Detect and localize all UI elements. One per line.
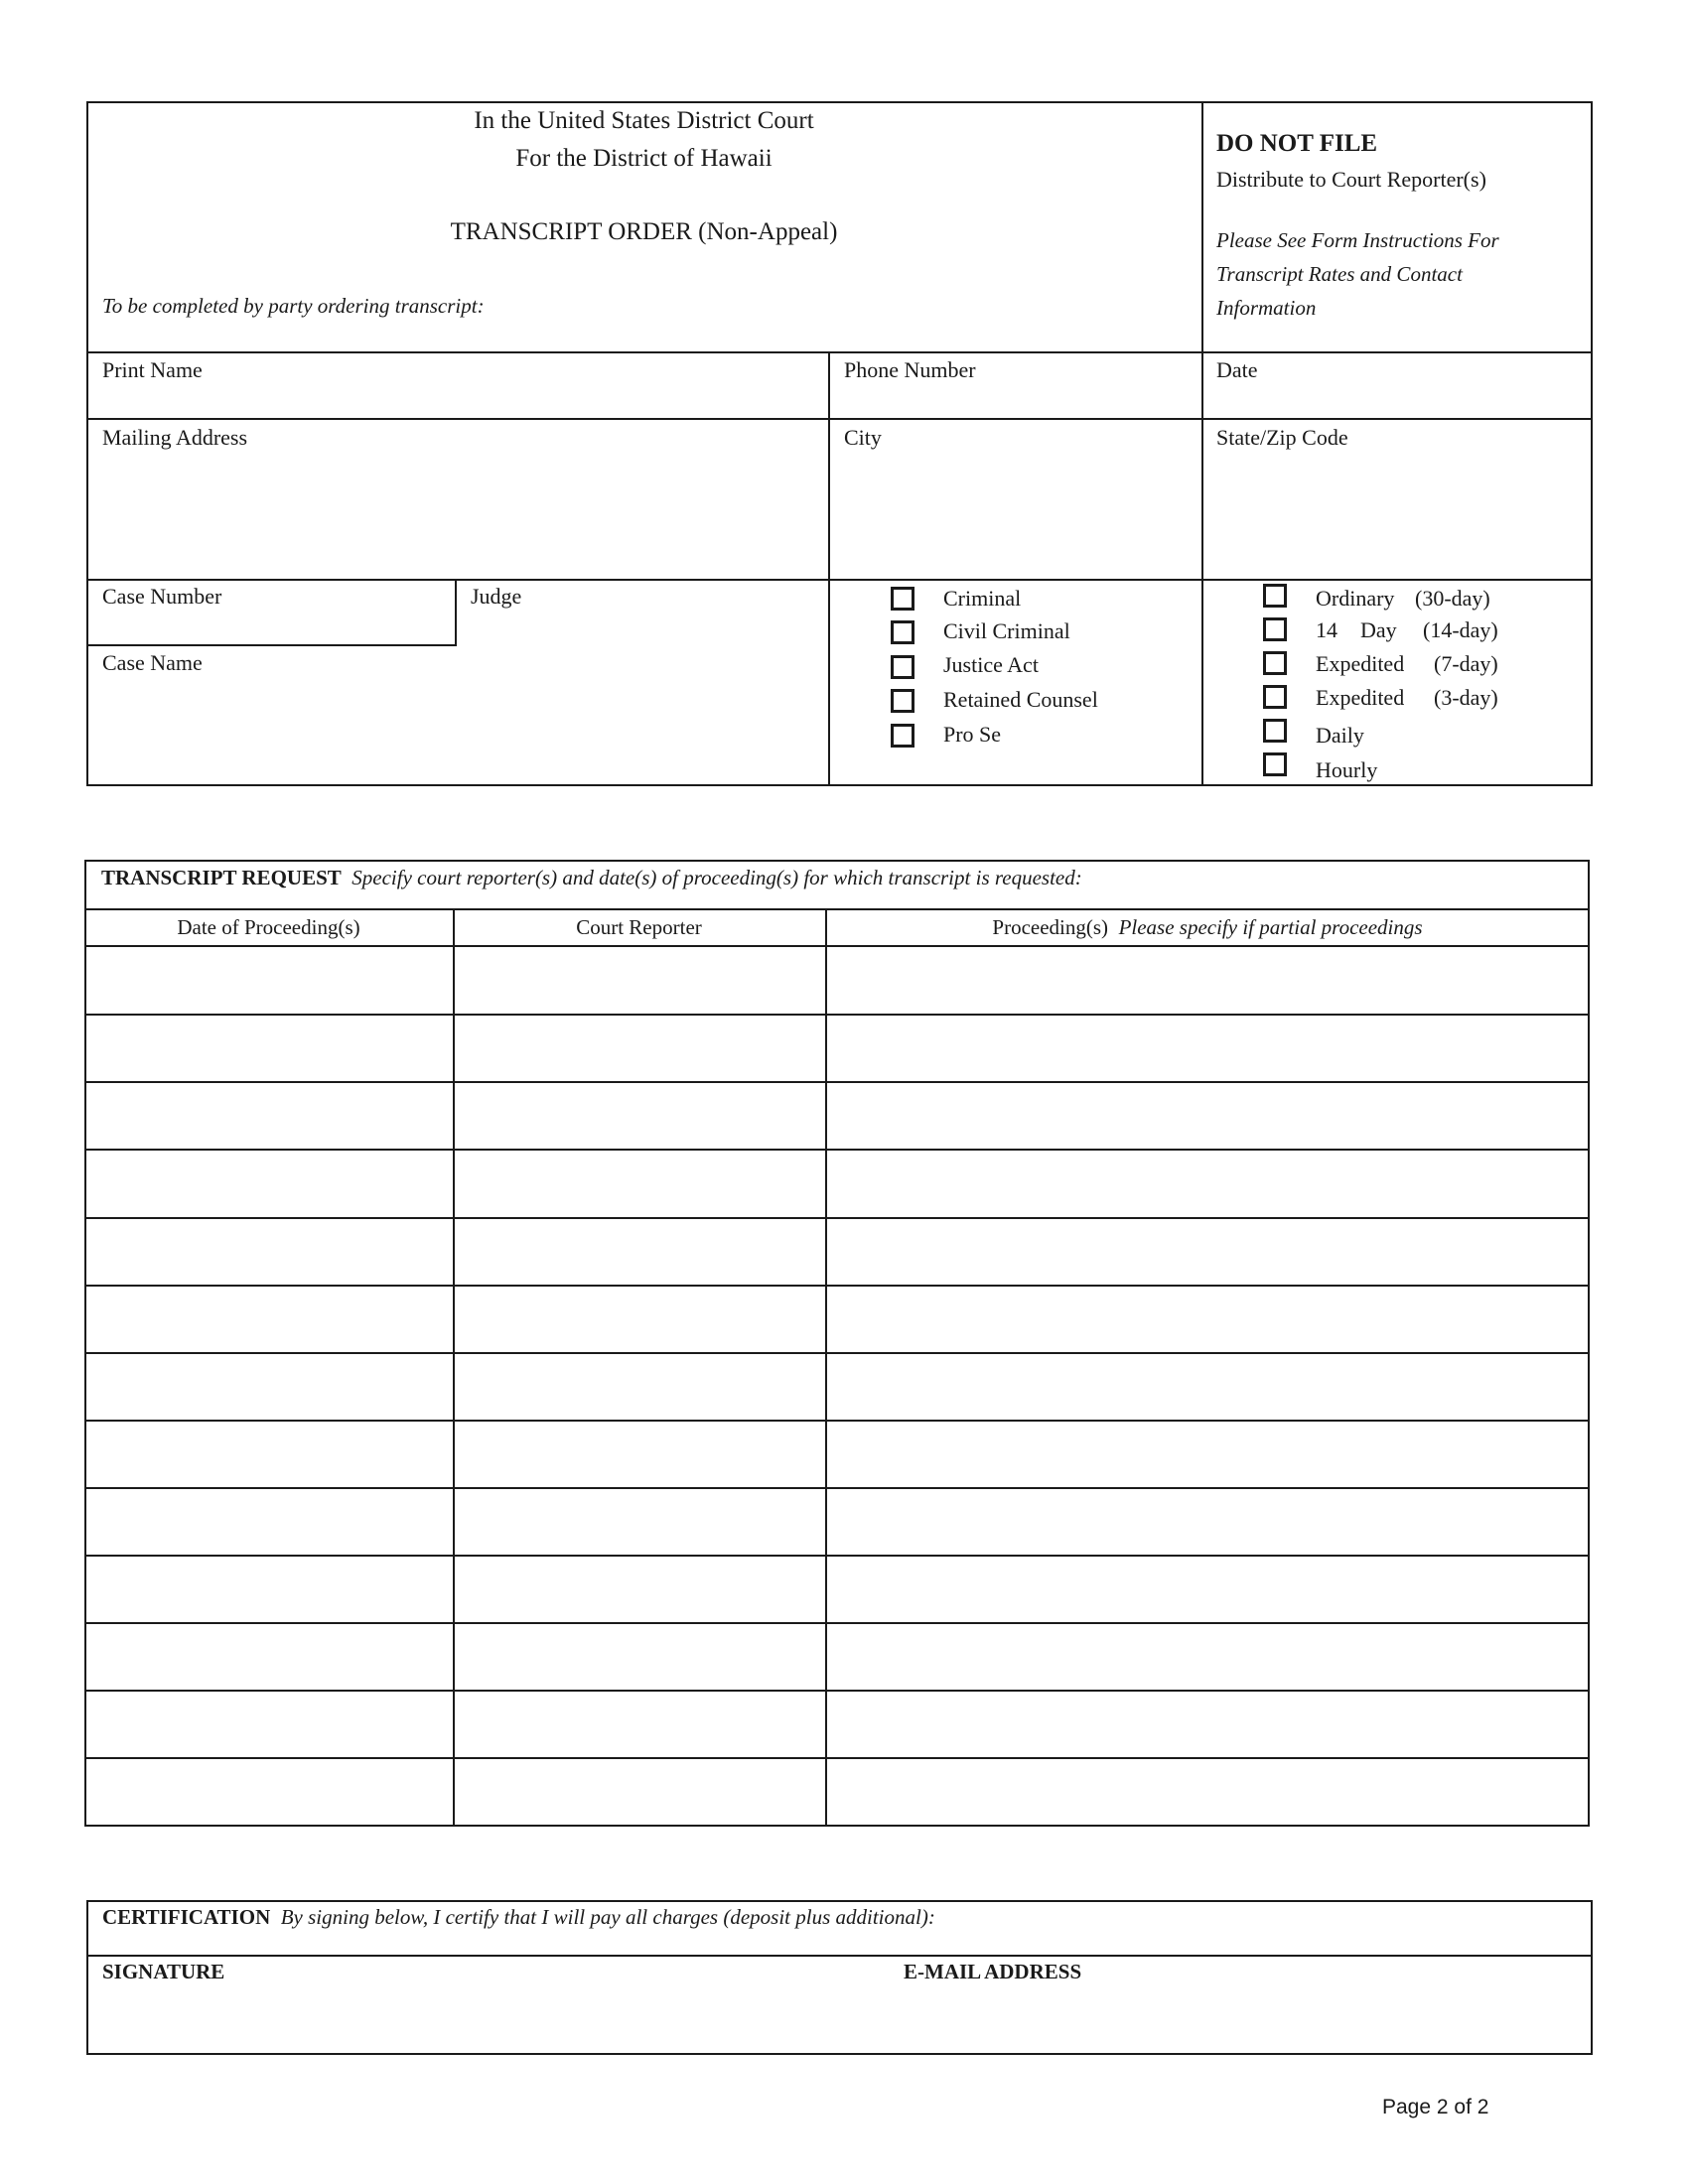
instructions-line2: Transcript Rates and Contact — [1216, 262, 1463, 286]
case-number-bottom-line — [86, 644, 457, 646]
name-row-bottom-line — [86, 418, 1593, 420]
transcript-request-heading — [101, 866, 1082, 890]
certification-line — [86, 1955, 1593, 1957]
checkbox-expedited-7[interactable] — [1263, 651, 1287, 675]
option-ordinary-period: (30-day) — [1415, 586, 1490, 611]
city-field[interactable]: City — [844, 425, 882, 450]
table-row[interactable] — [86, 1287, 1588, 1351]
col-header-proceeding-note: Please specify if partial proceedings — [1118, 915, 1423, 939]
case-name-field[interactable]: Case Name — [102, 650, 203, 675]
instructions-line1: Please See Form Instructions For — [1216, 228, 1499, 252]
table-row[interactable] — [86, 1219, 1588, 1284]
table-row[interactable] — [86, 1489, 1588, 1554]
table-row[interactable] — [86, 1016, 1588, 1080]
case-number-divider — [455, 579, 457, 645]
checkbox-daily[interactable] — [1263, 719, 1287, 743]
header-bottom-line — [86, 351, 1593, 353]
checkbox-expedited-3[interactable] — [1263, 685, 1287, 709]
option-expedited-3: Expedited — [1316, 685, 1405, 710]
state-zip-field[interactable]: State/Zip Code — [1216, 425, 1348, 450]
checkbox-hourly[interactable] — [1263, 752, 1287, 776]
checkbox-retained-counsel[interactable] — [891, 689, 914, 713]
address-row-bottom-line — [86, 579, 1593, 581]
transcript-request-title: TRANSCRIPT REQUEST — [101, 866, 342, 889]
col-header-proceeding — [825, 915, 1590, 940]
option-ordinary: Ordinary — [1316, 586, 1395, 611]
checkbox-ordinary[interactable] — [1263, 584, 1287, 608]
checkbox-justice-act[interactable] — [891, 655, 914, 679]
distribute-note: Distribute to Court Reporter(s) — [1216, 167, 1486, 192]
completed-by-note: To be completed by party ordering transcript: — [102, 294, 485, 318]
option-14-day: 14 — [1316, 617, 1337, 642]
option-daily: Daily — [1316, 723, 1364, 748]
col-header-proceeding-label: Proceeding(s) — [992, 915, 1109, 939]
table-row[interactable] — [86, 1151, 1588, 1216]
instructions-line3: Information — [1216, 296, 1317, 320]
page-number: Page 2 of 2 — [1382, 2096, 1489, 2118]
phone-number-field[interactable]: Phone Number — [844, 357, 976, 382]
table-row[interactable] — [86, 1422, 1588, 1486]
table-row[interactable] — [86, 1624, 1588, 1689]
checkbox-14-day[interactable] — [1263, 617, 1287, 641]
transcript-request-instruction: Specify court reporter(s) and date(s) of proceeding(s) for which transcript is requested: — [352, 866, 1082, 889]
option-retained-counsel: Retained Counsel — [943, 687, 1098, 712]
court-name-line2: For the District of Hawaii — [515, 145, 773, 172]
case-number-field[interactable]: Case Number — [102, 584, 222, 609]
email-address-field[interactable]: E-MAIL ADDRESS — [904, 1960, 1082, 1983]
table-row[interactable] — [86, 1759, 1588, 1825]
signature-field[interactable]: SIGNATURE — [102, 1960, 225, 1983]
option-expedited-3-period: (3-day) — [1434, 685, 1498, 710]
option-14-day-period: (14-day) — [1423, 617, 1498, 642]
court-name-line1: In the United States District Court — [474, 107, 814, 134]
table-row[interactable] — [86, 947, 1588, 1013]
checkbox-pro-se[interactable] — [891, 724, 914, 748]
certification-statement: By signing below, I certify that I will pay all charges (deposit plus additional): — [280, 1905, 935, 1929]
header-divider — [1201, 101, 1203, 786]
option-14-day-mid: Day — [1360, 617, 1397, 642]
col-header-date: Date of Proceeding(s) — [177, 915, 360, 939]
option-expedited-7: Expedited — [1316, 651, 1405, 676]
request-heading-line — [84, 908, 1590, 910]
do-not-file: DO NOT FILE — [1216, 130, 1378, 157]
option-justice-act: Justice Act — [943, 652, 1039, 677]
print-name-field[interactable]: Print Name — [102, 357, 203, 382]
mailing-address-field[interactable]: Mailing Address — [102, 425, 248, 450]
order-info-box — [86, 101, 1593, 786]
table-row[interactable] — [86, 1354, 1588, 1419]
form-title: TRANSCRIPT ORDER (Non-Appeal) — [450, 218, 838, 245]
option-civil-criminal: Civil Criminal — [943, 618, 1070, 643]
option-pro-se: Pro Se — [943, 722, 1002, 747]
col-header-reporter: Court Reporter — [576, 915, 702, 939]
middle-column-divider — [828, 351, 830, 786]
certification-title: CERTIFICATION — [102, 1905, 271, 1929]
table-row[interactable] — [86, 1557, 1588, 1621]
certification-heading — [102, 1905, 935, 1930]
option-expedited-7-period: (7-day) — [1434, 651, 1498, 676]
checkbox-criminal[interactable] — [891, 587, 914, 611]
table-row[interactable] — [86, 1692, 1588, 1756]
judge-field[interactable]: Judge — [471, 584, 522, 609]
table-row[interactable] — [86, 1083, 1588, 1148]
option-hourly: Hourly — [1316, 757, 1378, 782]
checkbox-civil-criminal[interactable] — [891, 620, 914, 644]
date-field[interactable]: Date — [1216, 357, 1258, 382]
option-criminal: Criminal — [943, 586, 1022, 611]
